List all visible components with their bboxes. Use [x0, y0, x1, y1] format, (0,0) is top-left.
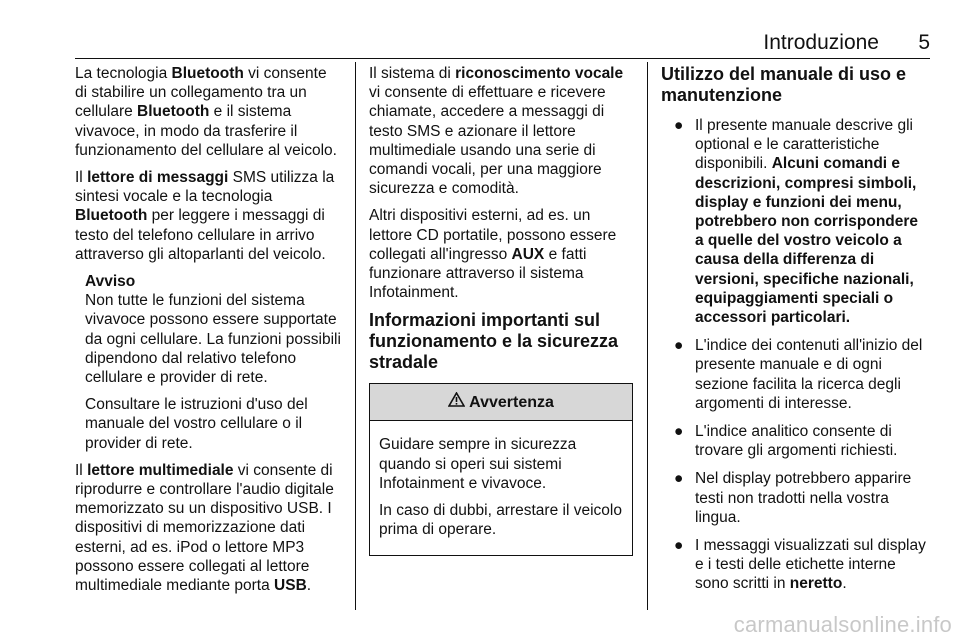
text: Il	[75, 461, 88, 479]
warning-box	[369, 383, 633, 556]
bold-term: lettore multimediale	[87, 461, 234, 479]
bold-term: riconoscimento vocale	[455, 65, 624, 82]
bold-term: USB	[274, 577, 307, 595]
text: e il sistema vivavoce, in modo da trasferire il funzionamento del cellulare al veicolo.	[75, 103, 337, 159]
text: L'indice dei contenuti all'inizio del presente manuale e di ogni sezione facilita la ricerca degli argomenti di interesse.	[695, 337, 923, 412]
text: L'indice analitico consente di trovare gli argomenti richiesti.	[695, 423, 898, 460]
list-item	[661, 536, 927, 594]
list-item	[661, 469, 927, 527]
column-divider-1	[355, 62, 356, 610]
section-heading-manual-use: Utilizzo del manuale di uso e manutenzione	[661, 64, 907, 105]
warning-triangle-icon	[448, 392, 465, 412]
bullet-list	[661, 116, 927, 594]
watermark: carmanualsonline.info	[733, 612, 952, 637]
section-heading-safety: Informazioni importanti sul funzionamento e la sicurezza stradale	[369, 310, 619, 373]
text: I messaggi visualizzati sul display e i testi delle etichette interne sono scritti in	[695, 537, 926, 593]
warning-header	[370, 384, 632, 421]
bullet-icon: ●	[674, 537, 684, 555]
note-paragraph-2: Consultare le istruzioni d'uso del manuale del vostro cellulare o il provider di rete.	[85, 396, 308, 452]
header-rule	[75, 58, 930, 59]
text: .	[842, 575, 847, 593]
paragraph-media-player	[75, 461, 342, 595]
column-1	[75, 64, 342, 603]
paragraph-voice-recognition	[369, 64, 634, 198]
bullet-icon: ●	[674, 337, 684, 355]
bold-term: Alcuni comandi e descrizioni, compresi simboli, display e funzioni dei menu, potrebbero non corrispondere a quelle del vostro veicolo a causa della differenza di versioni, specifiche nazionali, equipaggiamenti speciali o accessori particolari.	[695, 155, 919, 327]
bullet-icon: ●	[674, 423, 684, 441]
list-item	[661, 422, 927, 460]
text: La tecnologia	[75, 65, 172, 82]
text: Altri dispositivi esterni, ad es. un lettore CD portatile, possono essere collegati all'ingresso	[369, 207, 617, 263]
text: .	[306, 577, 312, 595]
bold-term: Bluetooth	[75, 207, 148, 225]
text: vi consente di effettuare e ricevere chiamate, accedere a messaggi di testo SMS e azionare il lettore multimediale usando una serie di comandi vocali, per una maggiore sicurezza e comodità.	[369, 84, 606, 198]
paragraph-aux	[369, 206, 634, 302]
bold-term: Bluetooth	[137, 103, 210, 121]
bold-term: Bluetooth	[171, 65, 244, 82]
text: vi consente di stabilire un collegamento tra un cellulare	[75, 65, 327, 121]
note-title: Avviso	[85, 273, 136, 291]
bold-term: AUX	[511, 245, 545, 263]
paragraph-message-reader	[75, 168, 342, 264]
text: SMS utilizza la sintesi vocale e la tecnologia	[75, 169, 335, 206]
text: Il	[75, 169, 88, 187]
bold-term: lettore di messaggi	[87, 169, 229, 187]
bold-term: neretto	[789, 575, 843, 593]
column-divider-2	[647, 62, 648, 610]
column-2	[369, 64, 634, 556]
warning-paragraph-1: Guidare sempre in sicurezza quando si operi sui sistemi Infotainment e vivavoce.	[379, 436, 577, 492]
bullet-icon: ●	[674, 470, 684, 488]
text: e fatti funzionare attraverso il sistema Infotainment.	[369, 245, 587, 302]
paragraph-bluetooth	[75, 64, 342, 160]
warning-paragraph-2: In caso di dubbi, arrestare il veicolo prima di operare.	[379, 502, 622, 539]
warning-title: Avvertenza	[469, 393, 554, 411]
note-block	[85, 272, 342, 453]
warning-body	[370, 421, 632, 555]
page-header	[0, 0, 960, 60]
text: Il presente manuale descrive gli optional e le caratteristiche disponibili.	[695, 117, 913, 173]
text: Nel display potrebbero apparire testi non tradotti nella vostra lingua.	[695, 470, 912, 526]
text: Il sistema di	[369, 65, 456, 82]
note-paragraph-1: Non tutte le funzioni del sistema vivavoce possono essere supportate da ogni cellulare. La funzioni possibili dipendono dal relativo telefono cellulare e provider di rete.	[85, 292, 341, 387]
page-number: 5	[918, 31, 930, 54]
page-title: Introduzione	[763, 31, 879, 54]
text: per leggere i messaggi di testo del telefono cellulare in arrivo attraverso gli altoparlanti del veicolo.	[75, 207, 326, 263]
list-item	[661, 116, 927, 327]
bullet-icon: ●	[674, 117, 684, 134]
column-3	[661, 64, 927, 603]
text: vi consente di riprodurre e controllare l'audio digitale memorizzato su un dispositivo USB. I dispositivi di memorizzazione dati esterni, ad es. iPod o lettore MP3 possono essere collegati al lettore multimediale mediante porta	[75, 461, 334, 595]
list-item	[661, 336, 927, 413]
